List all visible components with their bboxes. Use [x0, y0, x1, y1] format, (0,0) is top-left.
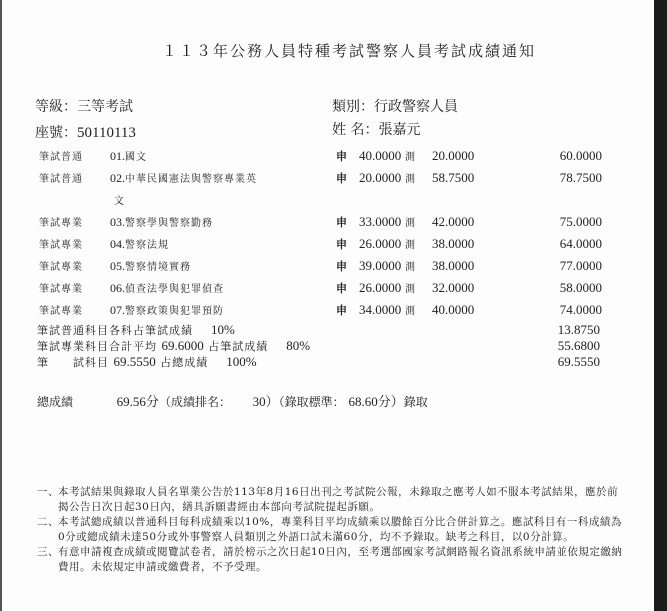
test-tag: 測	[405, 240, 415, 251]
subject-category: 筆試專業	[39, 306, 83, 317]
test-score: 38.0000	[432, 258, 475, 273]
summary-general: 筆試普通科目各科占筆試成績 10%	[37, 322, 235, 337]
subject-row	[2, 214, 656, 234]
subject-total: 78.7500	[559, 170, 602, 185]
summary-written-value: 69.5550	[557, 354, 600, 369]
essay-tag: 申	[336, 238, 347, 251]
subject-total: 75.0000	[559, 214, 602, 229]
standard-label: （錄取標準：	[278, 395, 345, 409]
final-score: 69.56分	[116, 394, 159, 409]
subject-category: 筆試專業	[39, 284, 83, 295]
test-tag: 測	[405, 152, 415, 163]
subject-row	[2, 302, 656, 322]
summary-professional-value: 55.6800	[557, 338, 600, 353]
note-item: 一、 本考試結果與錄取人員名單業公告於113年8月16日出刊之考試院公報，未錄取之應考人如不服本考試結果，應於前揭公告日次日起30日內，繕具訴願書經由本部向考試院提起訴願。	[37, 486, 619, 513]
exam-category	[332, 96, 458, 116]
subject-name: 07.警察政策與犯罪預防	[110, 303, 224, 317]
subject-category: 筆試普通	[39, 174, 83, 185]
level-label: 等級：	[35, 99, 77, 115]
final-score-line	[37, 391, 428, 410]
essay-score: 20.0000	[359, 170, 402, 185]
test-tag: 測	[405, 262, 415, 273]
subject-total: 77.0000	[559, 258, 602, 273]
seat-label: 座號：	[35, 125, 77, 141]
exam-level	[35, 96, 133, 116]
final-label: 總成績	[37, 395, 74, 409]
subject-name: 05.警察情境實務	[110, 259, 191, 273]
essay-tag: 申	[336, 304, 347, 317]
essay-score: 26.0000	[359, 236, 402, 251]
note-item: 二、 本考試總成績以普通科目每科成績乘以10%，專業科目平均成績乘以賸餘百分比合併計算之。應試科目有一科成績為0分或總成績未達50分或外事警察人員類別之外語口試未滿60分，均不予錄取。缺考之科目，以0分計算。	[37, 516, 622, 543]
essay-score: 34.0000	[359, 302, 402, 317]
subject-total: 60.0000	[559, 148, 602, 163]
essay-tag: 申	[336, 172, 347, 185]
result: 錄取	[403, 395, 428, 409]
test-tag: 測	[405, 218, 415, 229]
subject-category: 筆試專業	[39, 240, 83, 251]
subject-total: 58.0000	[559, 280, 602, 295]
level-value: 三等考試	[77, 99, 133, 115]
seat-value: 50110113	[77, 125, 136, 141]
subject-name: 01.國文	[110, 149, 147, 163]
rank-value: 30）	[252, 394, 279, 409]
name-value: 張嘉元	[378, 122, 421, 138]
test-tag: 測	[405, 174, 415, 185]
essay-tag: 申	[336, 216, 347, 229]
test-tag: 測	[405, 306, 415, 317]
test-score: 20.0000	[432, 148, 475, 163]
subject-row	[2, 170, 656, 190]
summary-professional: 筆試專業科目合計平均 69.6000 占筆試成績 80%	[37, 338, 311, 353]
notes	[37, 485, 623, 575]
essay-tag: 申	[336, 260, 347, 273]
summary-general-value: 13.8750	[557, 322, 600, 337]
subject-name: 04.警察法規	[110, 237, 169, 251]
subject-category: 筆試專業	[39, 218, 83, 229]
candidate-name	[332, 119, 420, 139]
test-tag: 測	[405, 284, 415, 295]
essay-score: 39.0000	[359, 258, 402, 273]
standard-value: 68.60分）	[348, 394, 404, 409]
subject-row	[2, 280, 656, 300]
category-label: 類別：	[332, 99, 374, 115]
document-title: １１３年公務人員特種考試警察人員考試成績通知	[162, 42, 537, 60]
essay-score: 33.0000	[359, 214, 402, 229]
test-score: 40.0000	[432, 302, 475, 317]
summary-written: 筆 試科目 69.5550 占總成績 100%	[37, 354, 257, 369]
essay-score: 26.0000	[359, 280, 402, 295]
rank-label: （成績排名：	[158, 395, 231, 409]
subject-name: 02.中華民國憲法與警察專業英	[110, 171, 257, 185]
subject-name: 06.偵查法學與犯罪偵查	[110, 281, 224, 295]
essay-tag: 申	[336, 282, 347, 295]
essay-score: 40.0000	[359, 148, 402, 163]
subject-row	[2, 236, 656, 256]
test-score: 32.0000	[432, 280, 475, 295]
seat-number	[35, 122, 136, 142]
category-value: 行政警察人員	[374, 99, 458, 115]
subject-total: 64.0000	[559, 236, 602, 251]
subject-category: 筆試專業	[39, 262, 83, 273]
test-score: 58.7500	[432, 170, 475, 185]
essay-tag: 申	[336, 150, 347, 163]
subject-category: 筆試普通	[39, 152, 83, 163]
name-label: 姓 名：	[332, 122, 379, 138]
test-score: 42.0000	[432, 214, 475, 229]
subject-name: 03.警察學與警察勤務	[110, 215, 213, 229]
note-item: 三、 有意申請複查成績或閱覽試卷者，請於榜示之次日起10日內，至考選部國家考試網路報名資訊系統申請並依規定繳納費用。未依規定申請或繳費者，不予受理。	[37, 546, 623, 573]
subject-row	[2, 258, 656, 278]
subject-name-continuation: 文	[114, 196, 125, 207]
subject-total: 74.0000	[559, 302, 602, 317]
subject-row	[2, 148, 656, 168]
test-score: 38.0000	[432, 236, 475, 251]
